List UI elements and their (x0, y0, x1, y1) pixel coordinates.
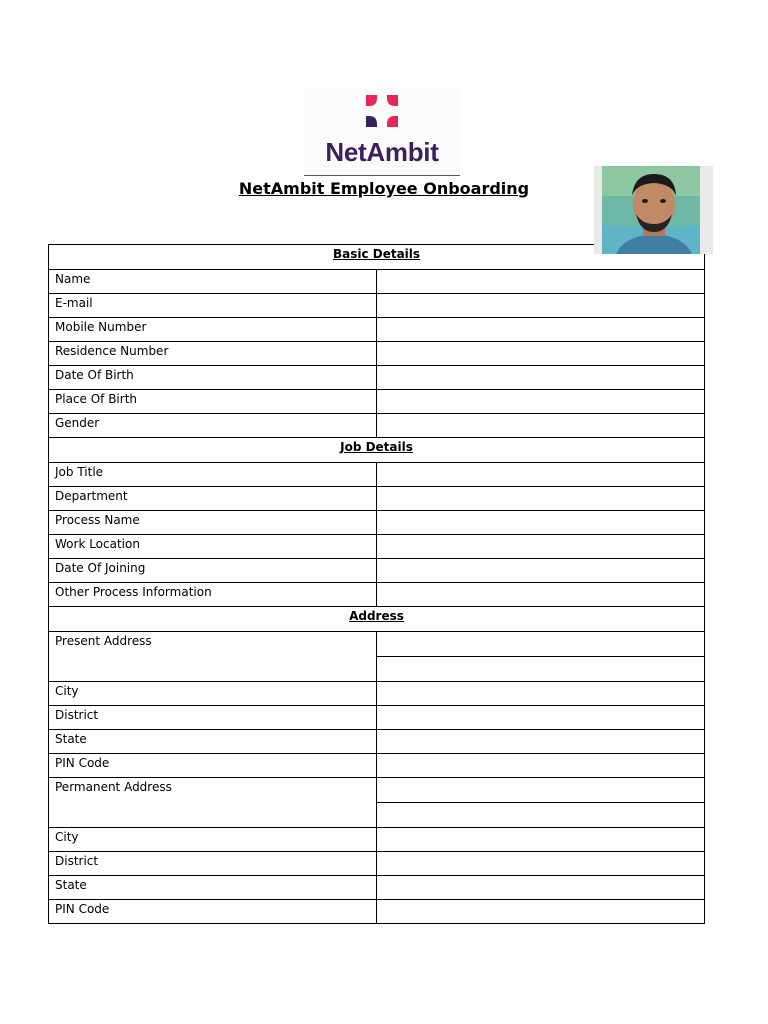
field-label-permanent-address: Permanent Address (49, 778, 377, 828)
field-value-department[interactable] (377, 487, 705, 511)
form-row (49, 583, 705, 607)
field-label-email: E-mail (49, 294, 377, 318)
field-value-permanent-city[interactable] (377, 828, 705, 852)
field-label-present-address: Present Address (49, 632, 377, 682)
form-row (49, 778, 705, 803)
form-row (49, 390, 705, 414)
field-value-gender[interactable] (377, 414, 705, 438)
form-row (49, 706, 705, 730)
field-label-department: Department (49, 487, 377, 511)
field-value-present-city[interactable] (377, 682, 705, 706)
form-row (49, 270, 705, 294)
section-heading-basic: Basic Details (49, 245, 705, 270)
form-row (49, 294, 705, 318)
field-value-place-of-birth[interactable] (377, 390, 705, 414)
field-label-date-of-joining: Date Of Joining (49, 559, 377, 583)
form-row (49, 900, 705, 924)
field-value-permanent-address-line-1[interactable] (377, 778, 705, 803)
field-value-present-district[interactable] (377, 706, 705, 730)
company-logo (304, 88, 460, 176)
form-row (49, 414, 705, 438)
field-label-present-state: State (49, 730, 377, 754)
field-label-date-of-birth: Date Of Birth (49, 366, 377, 390)
field-label-permanent-pin-code: PIN Code (49, 900, 377, 924)
field-label-permanent-state: State (49, 876, 377, 900)
field-value-email[interactable] (377, 294, 705, 318)
field-value-date-of-birth[interactable] (377, 366, 705, 390)
field-label-job-title: Job Title (49, 463, 377, 487)
field-label-other-process-information: Other Process Information (49, 583, 377, 607)
field-value-permanent-pin-code[interactable] (377, 900, 705, 924)
person-photo-icon (594, 166, 713, 254)
form-row (49, 487, 705, 511)
field-label-name: Name (49, 270, 377, 294)
field-value-present-address-line-2[interactable] (377, 657, 705, 682)
form-row (49, 730, 705, 754)
cross-logo-icon (366, 95, 398, 127)
field-value-name[interactable] (377, 270, 705, 294)
form-row (49, 511, 705, 535)
field-value-other-process-information[interactable] (377, 583, 705, 607)
form-row (49, 559, 705, 583)
field-value-date-of-joining[interactable] (377, 559, 705, 583)
field-value-work-location[interactable] (377, 535, 705, 559)
section-row-address (49, 607, 705, 632)
field-value-mobile-number[interactable] (377, 318, 705, 342)
field-value-present-address-line-1[interactable] (377, 632, 705, 657)
field-label-gender: Gender (49, 414, 377, 438)
form-row (49, 535, 705, 559)
field-value-permanent-address-line-2[interactable] (377, 803, 705, 828)
field-label-permanent-city: City (49, 828, 377, 852)
form-row (49, 318, 705, 342)
field-value-permanent-district[interactable] (377, 852, 705, 876)
form-row (49, 876, 705, 900)
section-row-job (49, 438, 705, 463)
form-row (49, 632, 705, 657)
field-value-job-title[interactable] (377, 463, 705, 487)
field-value-present-state[interactable] (377, 730, 705, 754)
field-value-residence-number[interactable] (377, 342, 705, 366)
employee-photo (594, 166, 713, 254)
form-row (49, 852, 705, 876)
form-row (49, 342, 705, 366)
field-value-present-pin-code[interactable] (377, 754, 705, 778)
field-label-mobile-number: Mobile Number (49, 318, 377, 342)
form-row (49, 828, 705, 852)
form-row (49, 754, 705, 778)
field-label-process-name: Process Name (49, 511, 377, 535)
field-label-permanent-district: District (49, 852, 377, 876)
logo-divider (304, 175, 460, 176)
field-label-present-pin-code: PIN Code (49, 754, 377, 778)
field-label-work-location: Work Location (49, 535, 377, 559)
field-label-present-city: City (49, 682, 377, 706)
field-value-permanent-state[interactable] (377, 876, 705, 900)
field-value-process-name[interactable] (377, 511, 705, 535)
field-label-place-of-birth: Place Of Birth (49, 390, 377, 414)
form-row (49, 366, 705, 390)
field-label-residence-number: Residence Number (49, 342, 377, 366)
section-heading-address: Address (49, 607, 705, 632)
section-heading-job: Job Details (49, 438, 705, 463)
onboarding-form-table (48, 244, 705, 924)
form-row (49, 463, 705, 487)
field-label-present-district: District (49, 706, 377, 730)
brand-name: NetAmbit (325, 137, 439, 167)
document-title: NetAmbit Employee Onboarding (238, 179, 530, 198)
form-row (49, 682, 705, 706)
